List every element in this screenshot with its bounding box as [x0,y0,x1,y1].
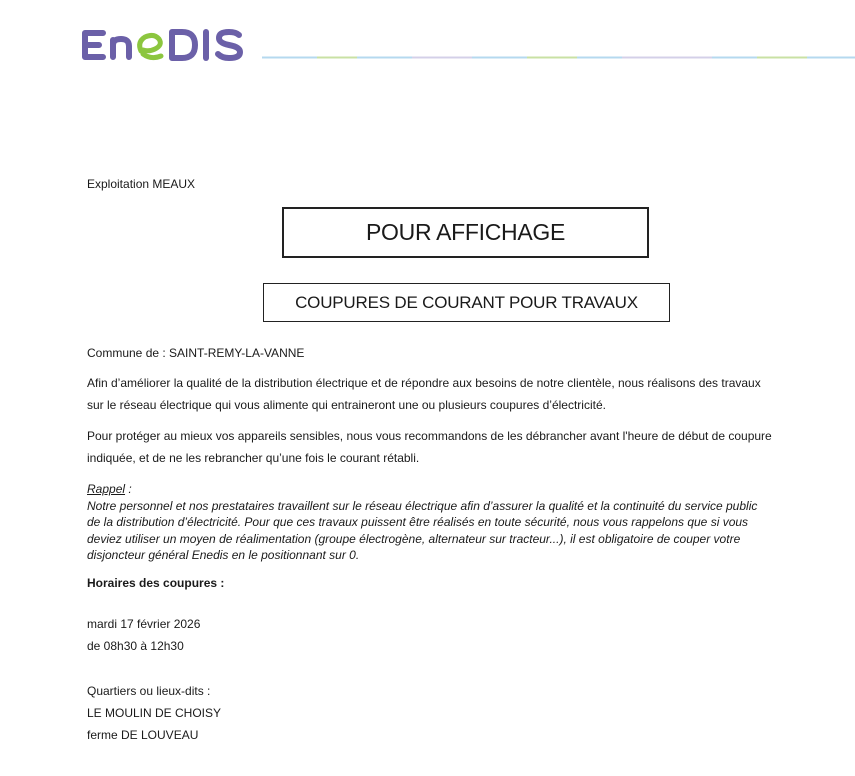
rappel-title-suffix: : [125,482,132,496]
paragraph-line: Pour protéger au mieux vos appareils sensibles, nous vous recommandons de les débrancher avant l'heure de début de coupure [87,429,772,443]
schedule-time: de 08h30 à 12h30 [87,639,184,653]
paragraph-1 [87,372,827,416]
rappel-line: de la distribution d’électricité. Pour que ces travaux puissent être réalisés en toute sécurité, nous vous rappelons que si vous [87,515,749,529]
rappel-line: disjoncteur général Enedis en le positionnant sur 0. [87,548,360,562]
rappel-heading [87,481,827,498]
rappel-block [87,481,827,564]
paragraph-line: sur le réseau électrique qui vous alimente qui entraineront une ou plusieurs coupures d’électricité. [87,398,606,412]
title-text: POUR AFFICHAGE [366,219,565,245]
rappel-title: Rappel [87,482,126,496]
enedis-logo [79,24,251,64]
quartier-item: LE MOULIN DE CHOISY [87,706,222,720]
paragraph-line: indiquée, et de ne les rebrancher qu’une fois le courant rétabli. [87,451,420,465]
horaires-heading: Horaires des coupures : [87,576,225,590]
paragraph-2 [87,425,827,469]
commune-label: Commune de : SAINT-REMY-LA-VANNE [87,346,305,360]
quartiers-label: Quartiers ou lieux-dits : [87,684,211,698]
quartier-item: ferme DE LOUVEAU [87,728,199,742]
rappel-line: deviez utiliser un moyen de réalimentation (groupe électrogène, alternateur sur tracteur...), il est obligatoire de couper votre [87,531,741,546]
paragraph-line: Afin d’améliorer la qualité de la distribution électrique et de répondre aux besoins de notre clientèle, nous réalisons des travaux [87,376,761,390]
title-box [282,207,649,258]
exploitation-label: Exploitation MEAUX [87,177,196,191]
subtitle-text: COUPURES DE COURANT POUR TRAVAUX [295,292,638,312]
header-line [262,56,855,59]
rappel-line: Notre personnel et nos prestataires travaillent sur le réseau électrique afin d’assurer la qualité et la continuité du service public [87,498,758,513]
subtitle-box [263,283,670,322]
schedule-date: mardi 17 février 2026 [87,617,201,631]
